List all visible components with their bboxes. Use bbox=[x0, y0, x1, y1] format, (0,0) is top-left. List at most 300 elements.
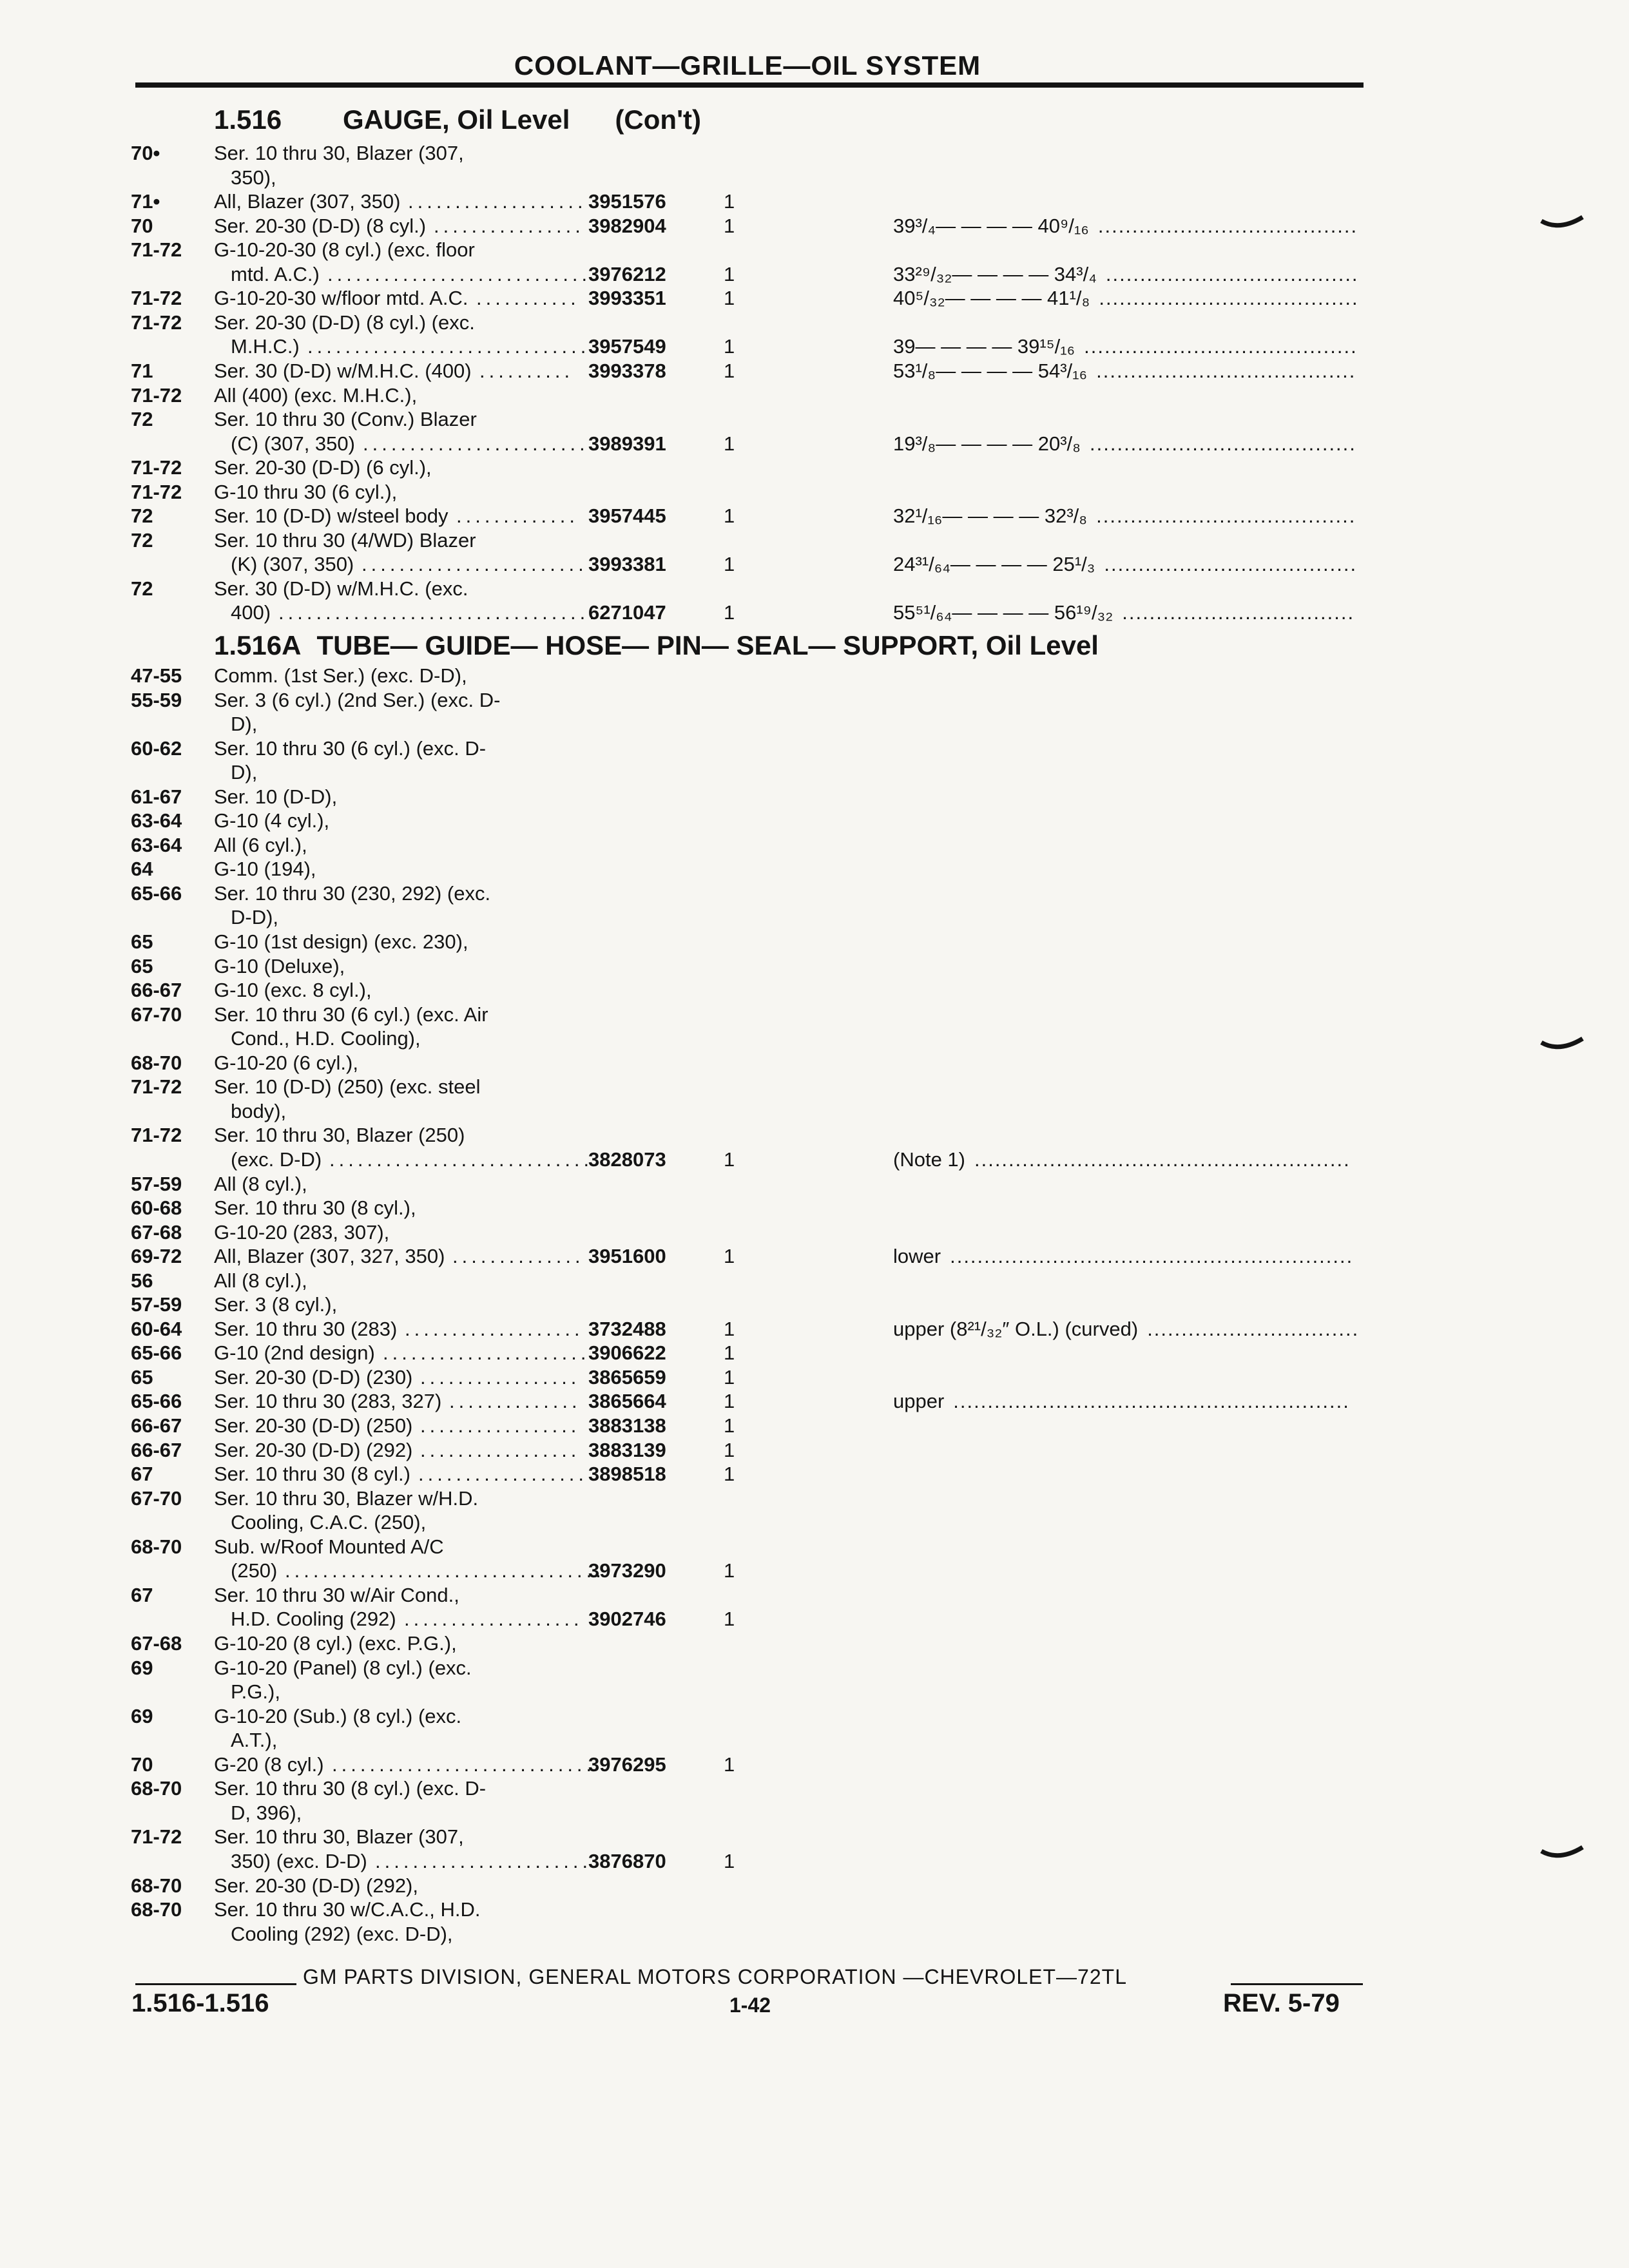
dot-leader: ............................ bbox=[329, 1148, 593, 1171]
footer-rule-right bbox=[1231, 1983, 1363, 1985]
table-row bbox=[0, 1173, 1629, 1196]
dot-leader: ...................... bbox=[383, 1341, 590, 1364]
application-description: G-10 (4 cyl.), bbox=[214, 809, 330, 832]
model-year: 68-70 bbox=[131, 1777, 182, 1800]
remark bbox=[893, 1245, 1363, 1268]
application-description: G-10 (Deluxe), bbox=[214, 955, 345, 977]
table-row bbox=[0, 1221, 1629, 1245]
model-year: 70 bbox=[131, 215, 153, 237]
remark bbox=[893, 1148, 1363, 1171]
part-number: 3883139 bbox=[588, 1439, 666, 1461]
model-year: 47-55 bbox=[131, 664, 182, 687]
section-number: 1.516A bbox=[214, 630, 302, 660]
table-row bbox=[0, 1318, 1629, 1341]
application-description: Ser. 20-30 (D-D) (292), bbox=[214, 1874, 418, 1897]
part-number: 3902746 bbox=[588, 1608, 666, 1630]
application-description: D), bbox=[231, 761, 258, 783]
table-row bbox=[0, 930, 1629, 954]
model-year: 71-72 bbox=[131, 456, 182, 479]
application-description: Ser. 10 (D-D), bbox=[214, 785, 338, 808]
model-year: 71-72 bbox=[131, 311, 182, 334]
remark-text: (Note 1) bbox=[893, 1148, 965, 1171]
part-number: 3951576 bbox=[588, 190, 666, 213]
model-year: 71• bbox=[131, 190, 160, 213]
table-row bbox=[0, 577, 1629, 601]
model-year: 71-72 bbox=[131, 481, 182, 503]
model-year: 72 bbox=[131, 577, 153, 600]
model-year: 65 bbox=[131, 1366, 153, 1389]
application-description: G-10-20 (Sub.) (8 cyl.) (exc. bbox=[214, 1705, 462, 1727]
application-description: 400) bbox=[231, 601, 271, 624]
table-row bbox=[0, 238, 1629, 262]
model-year: 66-67 bbox=[131, 1439, 182, 1461]
application-description: Ser. 10 thru 30 (8 cyl.) (exc. D- bbox=[214, 1777, 487, 1800]
table-row bbox=[0, 1439, 1629, 1463]
dot-leader: ................... bbox=[404, 1608, 583, 1630]
table-row bbox=[0, 1535, 1629, 1559]
application-description: Ser. 30 (D-D) w/M.H.C. (exc. bbox=[214, 577, 468, 600]
remark-dot-leader: ....................................................... bbox=[974, 1148, 1351, 1171]
application-description: Ser. 20-30 (D-D) (8 cyl.) (exc. bbox=[214, 311, 475, 334]
application-description: All (8 cyl.), bbox=[214, 1269, 307, 1292]
table-row bbox=[0, 1850, 1629, 1874]
model-year: 72 bbox=[131, 505, 153, 527]
part-number: 3828073 bbox=[588, 1148, 666, 1171]
part-number: 3951600 bbox=[588, 1245, 666, 1267]
application-description: Ser. 10 thru 30 (230, 292) (exc. bbox=[214, 882, 491, 905]
table-row bbox=[0, 142, 1629, 166]
application-description: All, Blazer (307, 327, 350) bbox=[214, 1245, 445, 1267]
table-row bbox=[0, 1487, 1629, 1511]
table-row bbox=[0, 1148, 1629, 1172]
remark-dot-leader: ...................................... bbox=[1099, 287, 1359, 309]
part-number: 3976212 bbox=[588, 263, 666, 285]
application-description: G-10-20-30 w/floor mtd. A.C. bbox=[214, 287, 468, 309]
application-description: A.T.), bbox=[231, 1729, 278, 1751]
table-row bbox=[0, 785, 1629, 809]
footer-division-text: GM PARTS DIVISION, GENERAL MOTORS CORPORATION —CHEVROLET—72TL bbox=[303, 1965, 1127, 1988]
table-row bbox=[0, 1003, 1629, 1027]
quantity: 1 bbox=[724, 190, 735, 213]
dot-leader: ................... bbox=[405, 1318, 584, 1340]
table-row bbox=[0, 1657, 1629, 1680]
margin-tick-mark bbox=[1540, 1846, 1585, 1863]
margin-tick-mark bbox=[1540, 216, 1585, 233]
dot-leader: ................. bbox=[420, 1439, 581, 1461]
part-number: 3865664 bbox=[588, 1390, 666, 1412]
model-year: 57-59 bbox=[131, 1293, 182, 1316]
quantity: 1 bbox=[724, 1318, 735, 1340]
table-row bbox=[0, 1923, 1629, 1946]
header-rule bbox=[135, 82, 1364, 88]
remark-dot-leader: ........................................ bbox=[1084, 335, 1358, 358]
model-year: 64 bbox=[131, 858, 153, 880]
section-title: GAUGE, Oil Level bbox=[343, 104, 570, 135]
remark-dot-leader: ..................................... bbox=[1105, 263, 1359, 285]
part-number: 3993378 bbox=[588, 360, 666, 382]
table-row bbox=[0, 263, 1629, 287]
table-row bbox=[0, 737, 1629, 761]
remark-text: upper (8²¹/₃₂″ O.L.) (curved) bbox=[893, 1318, 1139, 1340]
page-title: COOLANT—GRILLE—OIL SYSTEM bbox=[514, 50, 981, 81]
section-number: 1.516 bbox=[214, 104, 282, 135]
table-row bbox=[0, 1366, 1629, 1390]
application-description: G-10 (exc. 8 cyl.), bbox=[214, 979, 372, 1001]
remark-text: 19³/₈— — — — 20³/₈ bbox=[893, 432, 1081, 455]
remark bbox=[893, 553, 1363, 576]
part-number: 3976295 bbox=[588, 1753, 666, 1776]
application-description: Ser. 10 thru 30 (6 cyl.) (exc. Air bbox=[214, 1003, 488, 1026]
application-description: Sub. w/Roof Mounted A/C bbox=[214, 1535, 444, 1558]
part-number: 3876870 bbox=[588, 1850, 666, 1872]
table-row bbox=[0, 1124, 1629, 1148]
model-year: 68-70 bbox=[131, 1898, 182, 1921]
part-number: 3898518 bbox=[588, 1463, 666, 1485]
model-year: 67-70 bbox=[131, 1487, 182, 1510]
table-row bbox=[0, 529, 1629, 553]
remark-dot-leader: .......................................................... bbox=[953, 1390, 1350, 1412]
application-description: G-10-20 (Panel) (8 cyl.) (exc. bbox=[214, 1657, 472, 1679]
application-description: (K) (307, 350) bbox=[231, 553, 354, 575]
application-description: Ser. 10 thru 30, Blazer w/H.D. bbox=[214, 1487, 479, 1510]
table-row bbox=[0, 955, 1629, 979]
quantity: 1 bbox=[724, 1148, 735, 1171]
model-year: 65 bbox=[131, 930, 153, 953]
model-year: 67-70 bbox=[131, 1003, 182, 1026]
remark bbox=[893, 335, 1363, 358]
part-number: 3982904 bbox=[588, 215, 666, 237]
table-row bbox=[0, 1584, 1629, 1608]
quantity: 1 bbox=[724, 263, 735, 285]
footer-page-number: 1-42 bbox=[729, 1994, 771, 2017]
dot-leader: ........................ bbox=[361, 553, 588, 575]
table-row bbox=[0, 456, 1629, 480]
model-year: 71 bbox=[131, 360, 153, 382]
model-year: 71-72 bbox=[131, 287, 182, 309]
model-year: 65-66 bbox=[131, 1390, 182, 1412]
application-description: G-20 (8 cyl.) bbox=[214, 1753, 324, 1776]
quantity: 1 bbox=[724, 553, 735, 575]
application-description: body), bbox=[231, 1100, 287, 1122]
part-number: 6271047 bbox=[588, 601, 666, 624]
margin-tick-mark bbox=[1540, 1037, 1585, 1054]
dot-leader: .................. bbox=[418, 1463, 588, 1485]
table-row bbox=[0, 1777, 1629, 1801]
application-description: Ser. 20-30 (D-D) (6 cyl.), bbox=[214, 456, 432, 479]
application-description: G-10 (194), bbox=[214, 858, 316, 880]
model-year: 70• bbox=[131, 142, 160, 164]
quantity: 1 bbox=[724, 1414, 735, 1437]
remark bbox=[893, 601, 1363, 624]
table-row bbox=[0, 1705, 1629, 1729]
table-row bbox=[0, 882, 1629, 906]
application-description: D, 396), bbox=[231, 1802, 302, 1824]
quantity: 1 bbox=[724, 360, 735, 382]
table-row bbox=[0, 664, 1629, 688]
application-description: Ser. 10 thru 30 (8 cyl.), bbox=[214, 1196, 416, 1219]
section-heading bbox=[214, 630, 1099, 661]
table-row bbox=[0, 1753, 1629, 1777]
quantity: 1 bbox=[724, 601, 735, 624]
remark-dot-leader: ...................................... bbox=[1096, 505, 1356, 527]
dot-leader: ............................ bbox=[327, 263, 592, 285]
application-description: All (6 cyl.), bbox=[214, 834, 307, 856]
table-row bbox=[0, 1825, 1629, 1849]
remark-dot-leader: ........................................................... bbox=[950, 1245, 1354, 1267]
quantity: 1 bbox=[724, 1245, 735, 1267]
table-row bbox=[0, 1390, 1629, 1414]
model-year: 57-59 bbox=[131, 1173, 182, 1195]
remark bbox=[893, 360, 1363, 383]
application-description: All (400) (exc. M.H.C.), bbox=[214, 384, 418, 407]
remark bbox=[893, 505, 1363, 528]
remark-text: 39— — — — 39¹⁵/₁₆ bbox=[893, 335, 1075, 358]
model-year: 71-72 bbox=[131, 1124, 182, 1146]
table-row bbox=[0, 481, 1629, 505]
remark-text: 53¹/₈— — — — 54³/₁₆ bbox=[893, 360, 1088, 382]
part-number: 3906622 bbox=[588, 1341, 666, 1364]
application-description: Ser. 10 thru 30 w/Air Cond., bbox=[214, 1584, 459, 1606]
application-description: Comm. (1st Ser.) (exc. D-D), bbox=[214, 664, 467, 687]
footer-revision: REV. 5-79 bbox=[1223, 1989, 1340, 2017]
application-description: G-10 (2nd design) bbox=[214, 1341, 375, 1364]
dot-leader: ................. bbox=[420, 1366, 581, 1389]
remark-dot-leader: ..................................... bbox=[1104, 553, 1358, 575]
part-number: 3957445 bbox=[588, 505, 666, 527]
remark-dot-leader: ............................... bbox=[1147, 1318, 1360, 1340]
application-description: All (8 cyl.), bbox=[214, 1173, 307, 1195]
application-description: G-10-20 (283, 307), bbox=[214, 1221, 390, 1244]
section-heading bbox=[214, 104, 701, 135]
quantity: 1 bbox=[724, 1366, 735, 1389]
quantity: 1 bbox=[724, 1850, 735, 1872]
application-description: (C) (307, 350) bbox=[231, 432, 355, 455]
quantity: 1 bbox=[724, 1753, 735, 1776]
dot-leader: .......... bbox=[479, 360, 574, 382]
table-row bbox=[0, 553, 1629, 577]
table-row bbox=[0, 166, 1629, 190]
remark bbox=[893, 263, 1363, 286]
model-year: 60-62 bbox=[131, 737, 182, 760]
dot-leader: ........... bbox=[476, 287, 580, 309]
model-year: 56 bbox=[131, 1269, 153, 1292]
table-row bbox=[0, 1559, 1629, 1583]
dot-leader: ............................... bbox=[307, 335, 599, 358]
table-row bbox=[0, 215, 1629, 238]
model-year: 66-67 bbox=[131, 979, 182, 1001]
footer-section-range: 1.516-1.516 bbox=[131, 1989, 269, 2017]
application-description: D-D), bbox=[231, 906, 279, 928]
model-year: 65-66 bbox=[131, 1341, 182, 1364]
application-description: M.H.C.) bbox=[231, 335, 300, 358]
table-row bbox=[0, 1245, 1629, 1269]
table-row bbox=[0, 1680, 1629, 1704]
application-description: (250) bbox=[231, 1559, 278, 1582]
table-row bbox=[0, 505, 1629, 528]
model-year: 60-68 bbox=[131, 1196, 182, 1219]
remark-dot-leader: ....................................... bbox=[1090, 432, 1356, 455]
section-title: TUBE— GUIDE— HOSE— PIN— SEAL— SUPPORT, Oil Level bbox=[316, 630, 1099, 660]
table-row bbox=[0, 311, 1629, 335]
quantity: 1 bbox=[724, 505, 735, 527]
remark-dot-leader: .................................. bbox=[1122, 601, 1355, 624]
remark-text: upper bbox=[893, 1390, 945, 1412]
quantity: 1 bbox=[724, 1341, 735, 1364]
part-number: 3973290 bbox=[588, 1559, 666, 1582]
model-year: 69 bbox=[131, 1657, 153, 1679]
model-year: 68-70 bbox=[131, 1874, 182, 1897]
table-row bbox=[0, 432, 1629, 456]
model-year: 67 bbox=[131, 1584, 153, 1606]
table-row bbox=[0, 1632, 1629, 1656]
table-row bbox=[0, 1341, 1629, 1365]
application-description: Ser. 10 thru 30 (283, 327) bbox=[214, 1390, 442, 1412]
application-description: Cooling (292) (exc. D-D), bbox=[231, 1923, 453, 1945]
table-row bbox=[0, 601, 1629, 625]
table-row bbox=[0, 1075, 1629, 1099]
table-row bbox=[0, 287, 1629, 311]
model-year: 63-64 bbox=[131, 809, 182, 832]
table-row bbox=[0, 1729, 1629, 1753]
application-description: Ser. 10 thru 30, Blazer (250) bbox=[214, 1124, 465, 1146]
table-row bbox=[0, 1269, 1629, 1293]
remark-text: 32¹/₁₆— — — — 32³/₈ bbox=[893, 505, 1088, 527]
remark-text: 24³¹/₆₄— — — — 25¹/₃ bbox=[893, 553, 1095, 575]
quantity: 1 bbox=[724, 1439, 735, 1461]
application-description: Ser. 10 thru 30 w/C.A.C., H.D. bbox=[214, 1898, 481, 1921]
model-year: 68-70 bbox=[131, 1535, 182, 1558]
remark-text: 40⁵/₃₂— — — — 41¹/₈ bbox=[893, 287, 1090, 309]
dot-leader: ................ bbox=[434, 215, 584, 237]
application-description: Ser. 20-30 (D-D) (230) bbox=[214, 1366, 413, 1389]
remark bbox=[893, 1390, 1363, 1413]
remark-text: 33²⁹/₃₂— — — — 34³/₄ bbox=[893, 263, 1097, 285]
application-description: Cooling, C.A.C. (250), bbox=[231, 1511, 427, 1533]
model-year: 67-68 bbox=[131, 1221, 182, 1244]
part-number: 3989391 bbox=[588, 432, 666, 455]
dot-leader: ................... bbox=[408, 190, 587, 213]
remark bbox=[893, 215, 1363, 238]
application-description: Cond., H.D. Cooling), bbox=[231, 1027, 421, 1050]
quantity: 1 bbox=[724, 1390, 735, 1412]
quantity: 1 bbox=[724, 1608, 735, 1630]
application-description: All, Blazer (307, 350) bbox=[214, 190, 401, 213]
table-row bbox=[0, 1052, 1629, 1075]
dot-leader: .............. bbox=[452, 1245, 584, 1267]
model-year: 67-68 bbox=[131, 1632, 182, 1655]
application-description: Ser. 10 (D-D) w/steel body bbox=[214, 505, 448, 527]
application-description: 350), bbox=[231, 166, 276, 189]
table-row bbox=[0, 1100, 1629, 1124]
remark bbox=[893, 287, 1363, 310]
quantity: 1 bbox=[724, 1559, 735, 1582]
part-number: 3883138 bbox=[588, 1414, 666, 1437]
application-description: G-10 (1st design) (exc. 230), bbox=[214, 930, 468, 953]
part-number: 3993351 bbox=[588, 287, 666, 309]
dot-leader: ........................ bbox=[363, 432, 589, 455]
model-year: 71-72 bbox=[131, 384, 182, 407]
table-row bbox=[0, 190, 1629, 214]
table-row bbox=[0, 1196, 1629, 1220]
application-description: (exc. D-D) bbox=[231, 1148, 322, 1171]
application-description: G-10 thru 30 (6 cyl.), bbox=[214, 481, 398, 503]
model-year: 72 bbox=[131, 408, 153, 430]
model-year: 71-72 bbox=[131, 1075, 182, 1098]
remark-dot-leader: ...................................... bbox=[1096, 360, 1356, 382]
table-row bbox=[0, 1027, 1629, 1051]
quantity: 1 bbox=[724, 335, 735, 358]
remark-text: lower bbox=[893, 1245, 941, 1267]
application-description: Ser. 10 thru 30 (6 cyl.) (exc. D- bbox=[214, 737, 487, 760]
dot-leader: ............. bbox=[456, 505, 579, 527]
remark-text: 55⁵¹/₆₄— — — — 56¹⁹/₃₂ bbox=[893, 601, 1113, 624]
model-year: 65-66 bbox=[131, 882, 182, 905]
application-description: H.D. Cooling (292) bbox=[231, 1608, 396, 1630]
dot-leader: ....................... bbox=[375, 1850, 592, 1872]
table-row bbox=[0, 858, 1629, 881]
application-description: Ser. 10 thru 30, Blazer (307, bbox=[214, 142, 464, 164]
dot-leader: ............................ bbox=[332, 1753, 596, 1776]
remark-dot-leader: ...................................... bbox=[1097, 215, 1358, 237]
remark bbox=[893, 1318, 1363, 1341]
table-row bbox=[0, 360, 1629, 383]
application-description: Ser. 10 thru 30 (8 cyl.) bbox=[214, 1463, 410, 1485]
application-description: Ser. 3 (6 cyl.) (2nd Ser.) (exc. D- bbox=[214, 689, 501, 711]
application-description: Ser. 3 (8 cyl.), bbox=[214, 1293, 338, 1316]
application-description: mtd. A.C.) bbox=[231, 263, 320, 285]
remark-text: 39³/₄— — — — 40⁹/₁₆ bbox=[893, 215, 1089, 237]
table-row bbox=[0, 906, 1629, 930]
model-year: 69-72 bbox=[131, 1245, 182, 1267]
table-row bbox=[0, 1463, 1629, 1486]
quantity: 1 bbox=[724, 287, 735, 309]
table-row bbox=[0, 979, 1629, 1003]
table-row bbox=[0, 384, 1629, 408]
table-row bbox=[0, 1511, 1629, 1535]
table-row bbox=[0, 1898, 1629, 1922]
table-row bbox=[0, 713, 1629, 736]
model-year: 71-72 bbox=[131, 238, 182, 261]
application-description: Ser. 10 thru 30 (4/WD) Blazer bbox=[214, 529, 476, 552]
model-year: 60-64 bbox=[131, 1318, 182, 1340]
application-description: D), bbox=[231, 713, 258, 735]
part-number: 3732488 bbox=[588, 1318, 666, 1340]
application-description: Ser. 10 thru 30, Blazer (307, bbox=[214, 1825, 464, 1848]
remark bbox=[893, 432, 1363, 456]
application-description: Ser. 20-30 (D-D) (292) bbox=[214, 1439, 413, 1461]
application-description: P.G.), bbox=[231, 1680, 280, 1703]
part-number: 3993381 bbox=[588, 553, 666, 575]
dot-leader: .............. bbox=[449, 1390, 581, 1412]
model-year: 66-67 bbox=[131, 1414, 182, 1437]
application-description: G-10-20-30 (8 cyl.) (exc. floor bbox=[214, 238, 475, 261]
model-year: 55-59 bbox=[131, 689, 182, 711]
application-description: Ser. 20-30 (D-D) (8 cyl.) bbox=[214, 215, 427, 237]
table-row bbox=[0, 761, 1629, 785]
footer-rule-left bbox=[135, 1983, 296, 1985]
table-row bbox=[0, 1293, 1629, 1317]
model-year: 70 bbox=[131, 1753, 153, 1776]
application-description: Ser. 10 thru 30 (Conv.) Blazer bbox=[214, 408, 477, 430]
quantity: 1 bbox=[724, 432, 735, 455]
model-year: 71-72 bbox=[131, 1825, 182, 1848]
dot-leader: .................................. bbox=[285, 1559, 605, 1582]
table-row bbox=[0, 689, 1629, 713]
dot-leader: .................................. bbox=[278, 601, 599, 624]
table-row bbox=[0, 1608, 1629, 1631]
table-row bbox=[0, 1874, 1629, 1898]
table-row bbox=[0, 408, 1629, 432]
